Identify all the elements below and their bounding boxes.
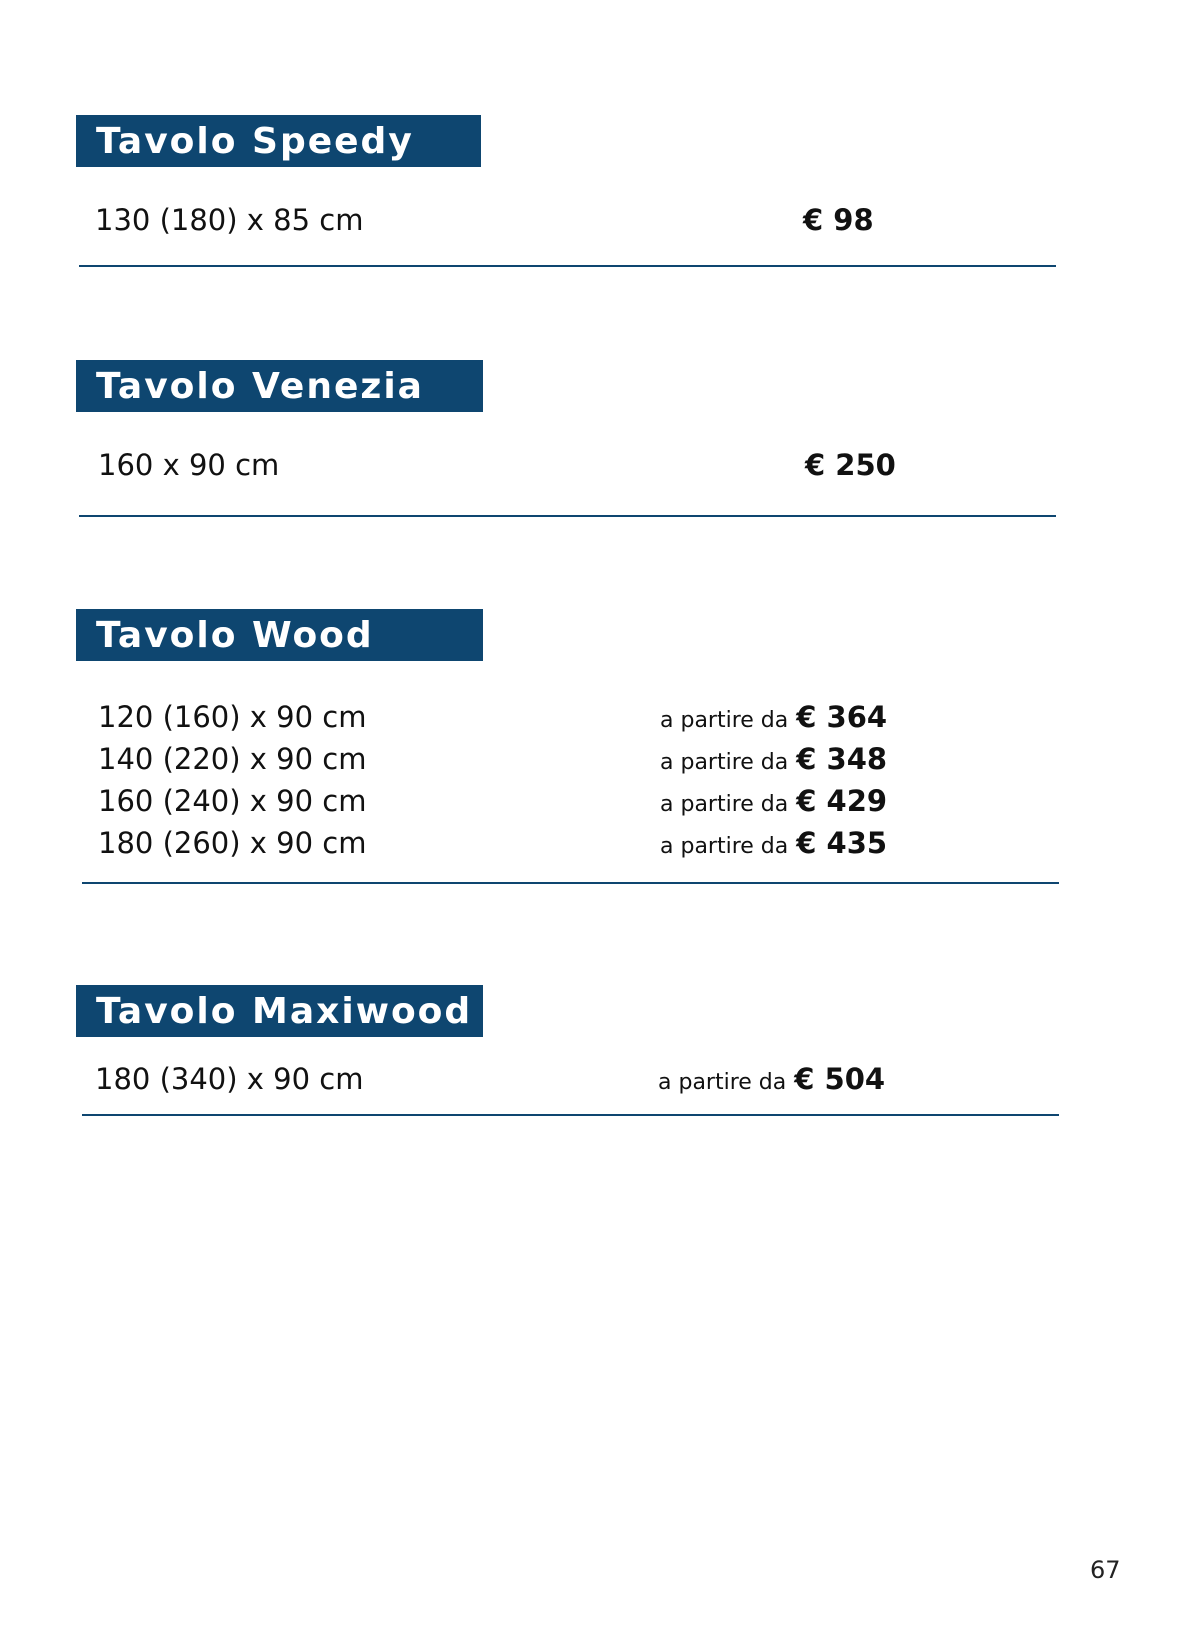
product-title: Tavolo Wood xyxy=(96,614,374,656)
product-price-line xyxy=(660,784,887,818)
product-price-line xyxy=(660,700,887,734)
product-price-line xyxy=(803,203,874,237)
product-price: € 348 xyxy=(796,742,888,776)
product-price-line xyxy=(805,448,896,482)
section-divider xyxy=(82,1114,1059,1116)
product-title-box xyxy=(76,360,483,412)
product-size: 160 x 90 cm xyxy=(98,448,280,482)
product-price: € 364 xyxy=(796,700,888,734)
product-size: 120 (160) x 90 cm xyxy=(98,700,367,734)
product-price: € 250 xyxy=(805,448,896,482)
product-price: € 435 xyxy=(796,826,888,860)
price-prefix: a partire da xyxy=(660,750,789,775)
product-title: Tavolo Maxiwood xyxy=(96,990,473,1032)
product-size: 180 (260) x 90 cm xyxy=(98,826,367,860)
page-number: 67 xyxy=(1090,1556,1121,1584)
section-divider xyxy=(82,882,1059,884)
product-title: Tavolo Speedy xyxy=(96,120,414,162)
product-price-line xyxy=(660,742,887,776)
product-price: € 504 xyxy=(794,1062,886,1096)
product-price-line xyxy=(658,1062,885,1096)
product-price: € 98 xyxy=(803,203,874,237)
price-prefix: a partire da xyxy=(658,1070,787,1095)
product-size: 180 (340) x 90 cm xyxy=(95,1062,364,1096)
product-price-line xyxy=(660,826,887,860)
product-title-box xyxy=(76,115,481,167)
price-prefix: a partire da xyxy=(660,708,789,733)
product-title-box xyxy=(76,609,483,661)
product-size: 130 (180) x 85 cm xyxy=(95,203,364,237)
price-prefix: a partire da xyxy=(660,834,789,859)
product-title-box xyxy=(76,985,483,1037)
price-prefix: a partire da xyxy=(660,792,789,817)
product-title: Tavolo Venezia xyxy=(96,365,424,407)
product-size: 160 (240) x 90 cm xyxy=(98,784,367,818)
section-divider xyxy=(79,265,1056,267)
product-price: € 429 xyxy=(796,784,888,818)
section-divider xyxy=(79,515,1056,517)
product-size: 140 (220) x 90 cm xyxy=(98,742,367,776)
